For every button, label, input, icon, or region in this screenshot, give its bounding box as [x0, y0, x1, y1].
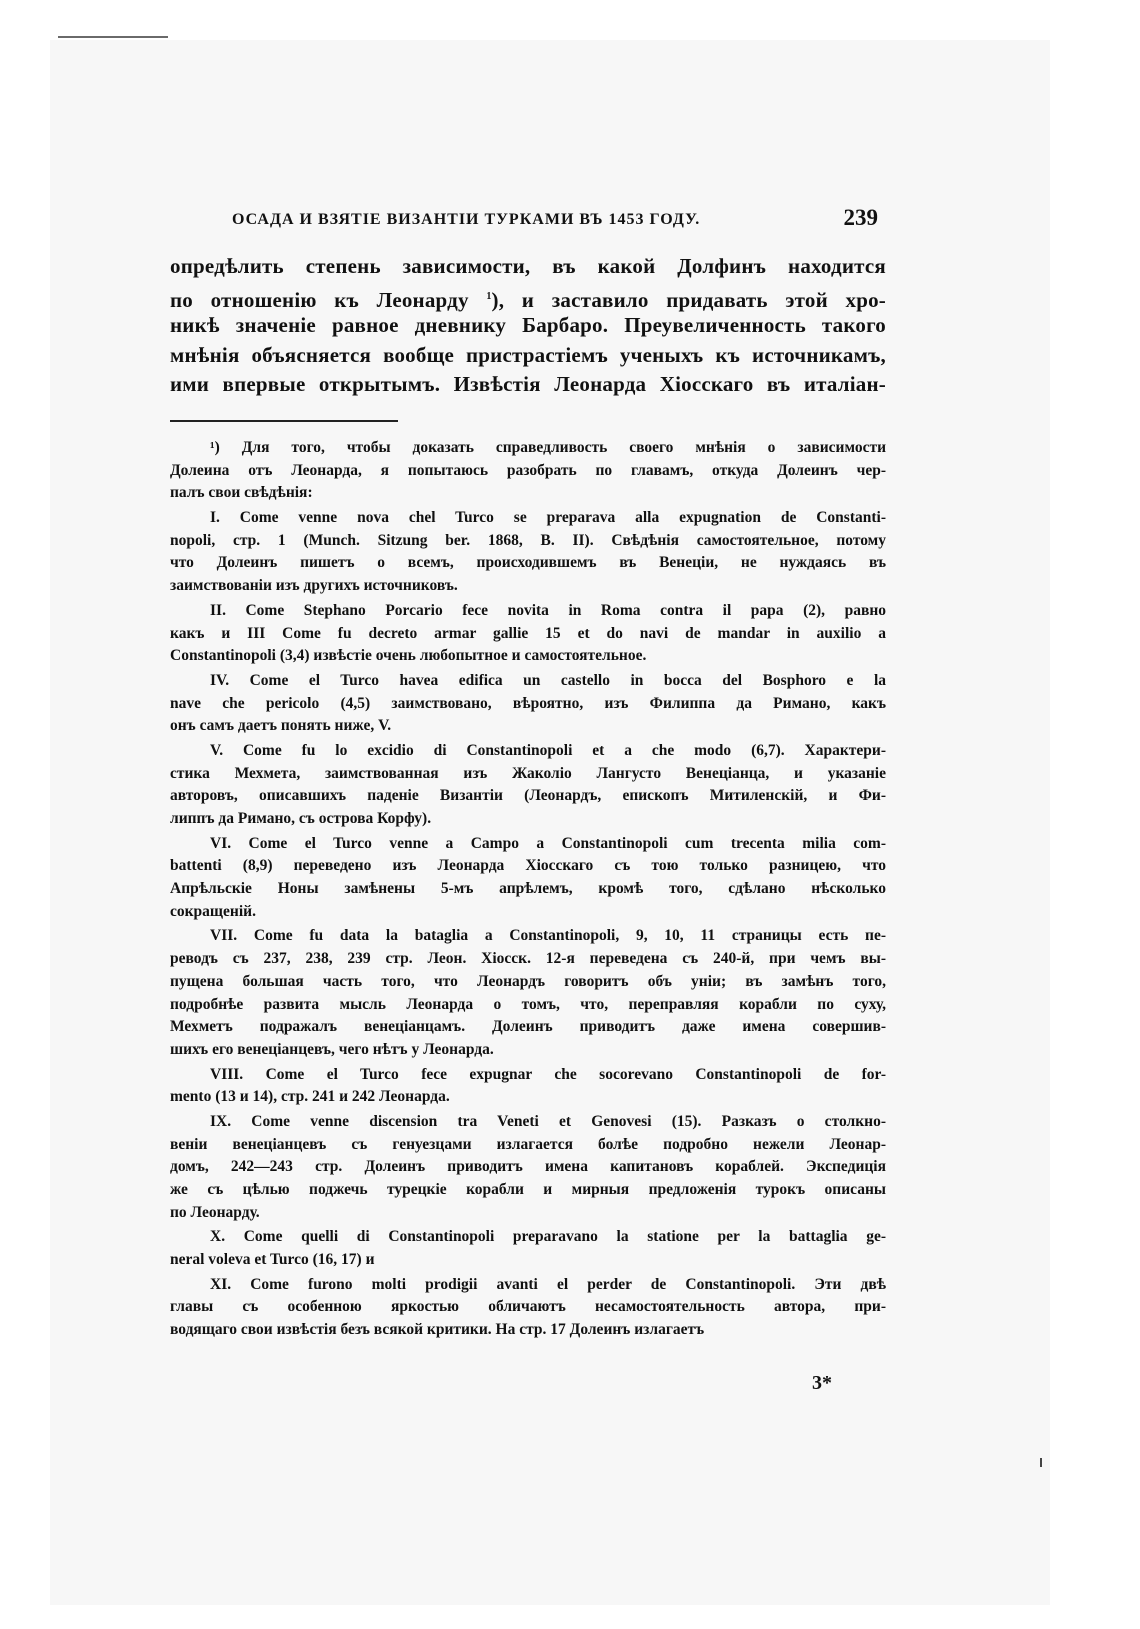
main-text-line: ими впервые открытымъ. Извѣстія Леонарда Хіосскаго въ италіан-: [170, 372, 886, 396]
footnote-line: заимствованіи изъ другихъ источниковъ.: [170, 577, 458, 595]
footnote-line: пущена большая часть того, что Леонардъ говоритъ объ уніи; въ замѣнъ того,: [170, 972, 886, 990]
footnote-paragraph: [170, 437, 886, 505]
main-text-line: опредѣлить степень зависимости, въ какой Долфинъ находится: [170, 254, 886, 278]
footnote-line: VII. Come fu data la bataglia a Constantinopoli, 9, 10, 11 страницы есть пе-: [210, 927, 886, 945]
footnote-line: neral voleva et Turco (16, 17) и: [170, 1251, 375, 1269]
running-title: ОСАДА И ВЗЯТІЕ ВИЗАНТІИ ТУРКАМИ ВЪ 1453 ГОДУ.: [232, 211, 701, 228]
footnote-line: водящаго свои извѣстія безъ всякой критики. На стр. 17 Долеинъ излагаетъ: [170, 1321, 705, 1339]
footnote-line: VI. Come el Turco venne a Campo a Constantinopoli cum trecenta milia com-: [210, 834, 886, 852]
footnote-line: же съ цѣлью поджечь турецкіе корабли и мирныя предложенія турокъ описаны: [170, 1181, 886, 1198]
footnote-line: по Леонарду.: [170, 1203, 260, 1221]
footnote-paragraph: [170, 1274, 886, 1342]
footnote-line: nave che pericolo (4,5) заимствовано, вѣроятно, изъ Филиппа да Римано, какъ: [170, 694, 886, 712]
footnotes: [170, 437, 886, 1344]
scan-edge-line: [58, 36, 168, 38]
footnote-line: сокращеній.: [170, 902, 256, 920]
footnote-paragraph: [170, 833, 886, 924]
footnote-line: VIII. Come el Turco fece expugnar che socorevano Constantinopoli de for-: [210, 1065, 886, 1083]
footnote-line: домъ, 242—243 стр. Долеинъ приводитъ имена капитановъ кораблей. Экспедиція: [170, 1158, 886, 1176]
footnote-paragraph: [170, 925, 886, 1061]
footnote-line: реводъ съ 237, 238, 239 стр. Леон. Хіосск. 12-я переведена съ 240-й, при чемъ вы-: [170, 950, 886, 968]
footnote-paragraph: [170, 1064, 886, 1109]
footnote-line: XI. Come furono molti prodigii avanti el perder de Constantinopoli. Эти двѣ: [210, 1275, 886, 1293]
footnote-line: палъ свои свѣдѣнія:: [170, 484, 313, 502]
footnote-line: nopoli, стр. 1 (Munch. Sitzung ber. 1868, B. II). Свѣдѣнія самостоятельное, потому: [170, 531, 886, 549]
footnote-line: онъ самъ даетъ понять ниже, V.: [170, 717, 392, 735]
footnote-line: главы съ особенною яркостью обличаютъ несамостоятельность автора, при-: [170, 1298, 886, 1316]
footnote-line: mento (13 и 14), стр. 241 и 242 Леонарда.: [170, 1088, 450, 1106]
footnote-line: что Долеинъ пишетъ о всемъ, происходившемъ въ Венеціи, не нуждаясь въ: [170, 554, 886, 572]
footnote-paragraph: [170, 670, 886, 738]
signature-mark: 3*: [812, 1372, 832, 1394]
main-text-line: по отношенію къ Леонарду $^1$), и заставило придавать этой хро-: [170, 287, 886, 312]
footnote-line: ¹) Для того, чтобы доказать справедливость своего мнѣнія о зависимости: [210, 439, 886, 456]
footnote-line: Апрѣльскіе Ноны замѣнены 5-мъ апрѣлемъ, кромѣ того, сдѣлано нѣсколько: [170, 880, 886, 898]
footnote-marker: 1: [486, 290, 492, 302]
footnote-paragraph: [170, 1226, 886, 1271]
footnote-paragraph: [170, 600, 886, 668]
footnote-line: battenti (8,9) переведено изъ Леонарда Хіосскаго съ тою только разницею, что: [170, 857, 886, 875]
footnote-paragraph: [170, 1111, 886, 1224]
main-text: [170, 252, 886, 400]
footnote-paragraph: [170, 740, 886, 831]
main-text-line: мнѣнія объясняется вообще пристрастіемъ ученыхъ къ источникамъ,: [170, 342, 886, 367]
main-text-line: никѣ значеніе равное дневнику Барбаро. Преувеличенность такого: [170, 313, 886, 337]
footnote-line: IV. Come el Turco havea edifica un castello in bocca del Bosphoro e la: [210, 671, 886, 689]
footnote-line: IX. Come venne discension tra Veneti et Genovesi (15). Разказъ о столкно-: [210, 1112, 886, 1130]
footnote-line: Мехметъ подражалъ венеціанцамъ. Долеинъ приводитъ даже имена совершив-: [170, 1018, 886, 1036]
footnote-line: V. Come fu lo excidio di Constantinopoli et a che modo (6,7). Характери-: [210, 741, 886, 759]
footnote-line: II. Come Stephano Porcario fece novita in Roma contra il papa (2), равно: [210, 601, 886, 619]
running-header: [170, 205, 890, 239]
footnote-line: I. Come venne nova chel Turco se preparava alla expugnation de Constanti-: [210, 509, 886, 527]
footnote-line: Constantinopoli (3,4) извѣстіе очень любопытное и самостоятельное.: [170, 647, 647, 665]
page-number: 239: [843, 205, 878, 230]
footnote-line: стика Мехмета, заимствованная изъ Жаколіо Лангусто Венеціанца, и указаніе: [170, 764, 886, 782]
footnote-line: веніи венеціанцевъ съ генуезцами излагается болѣе подробно нежели Леонар-: [170, 1135, 886, 1153]
footnote-separator: [170, 420, 398, 422]
scan-edge-mark: [1040, 1458, 1042, 1467]
footnote-line: X. Come quelli di Constantinopoli preparavano la statione per la battaglia ge-: [210, 1228, 886, 1246]
footnote-line: Долеина отъ Леонарда, я попытаюсь разобрать по главамъ, откуда Долеинъ чер-: [170, 461, 886, 479]
footnote-line: липпъ да Римано, съ острова Корфу).: [170, 810, 432, 827]
footnote-paragraph: [170, 507, 886, 598]
footnote-line: какъ и III Come fu decreto armar gallie 15 et do navi de mandar in auxilio a: [170, 624, 886, 642]
footnote-line: авторовъ, описавшихъ паденіе Византіи (Леонардъ, епископъ Митиленскій, и Фи-: [170, 787, 886, 805]
footnote-line: шихъ его венеціанцевъ, чего нѣтъ у Леонарда.: [170, 1040, 494, 1058]
footnote-line: подробнѣе развита мысль Леонарда о томъ, что, переправляя корабли по суху,: [170, 995, 886, 1013]
